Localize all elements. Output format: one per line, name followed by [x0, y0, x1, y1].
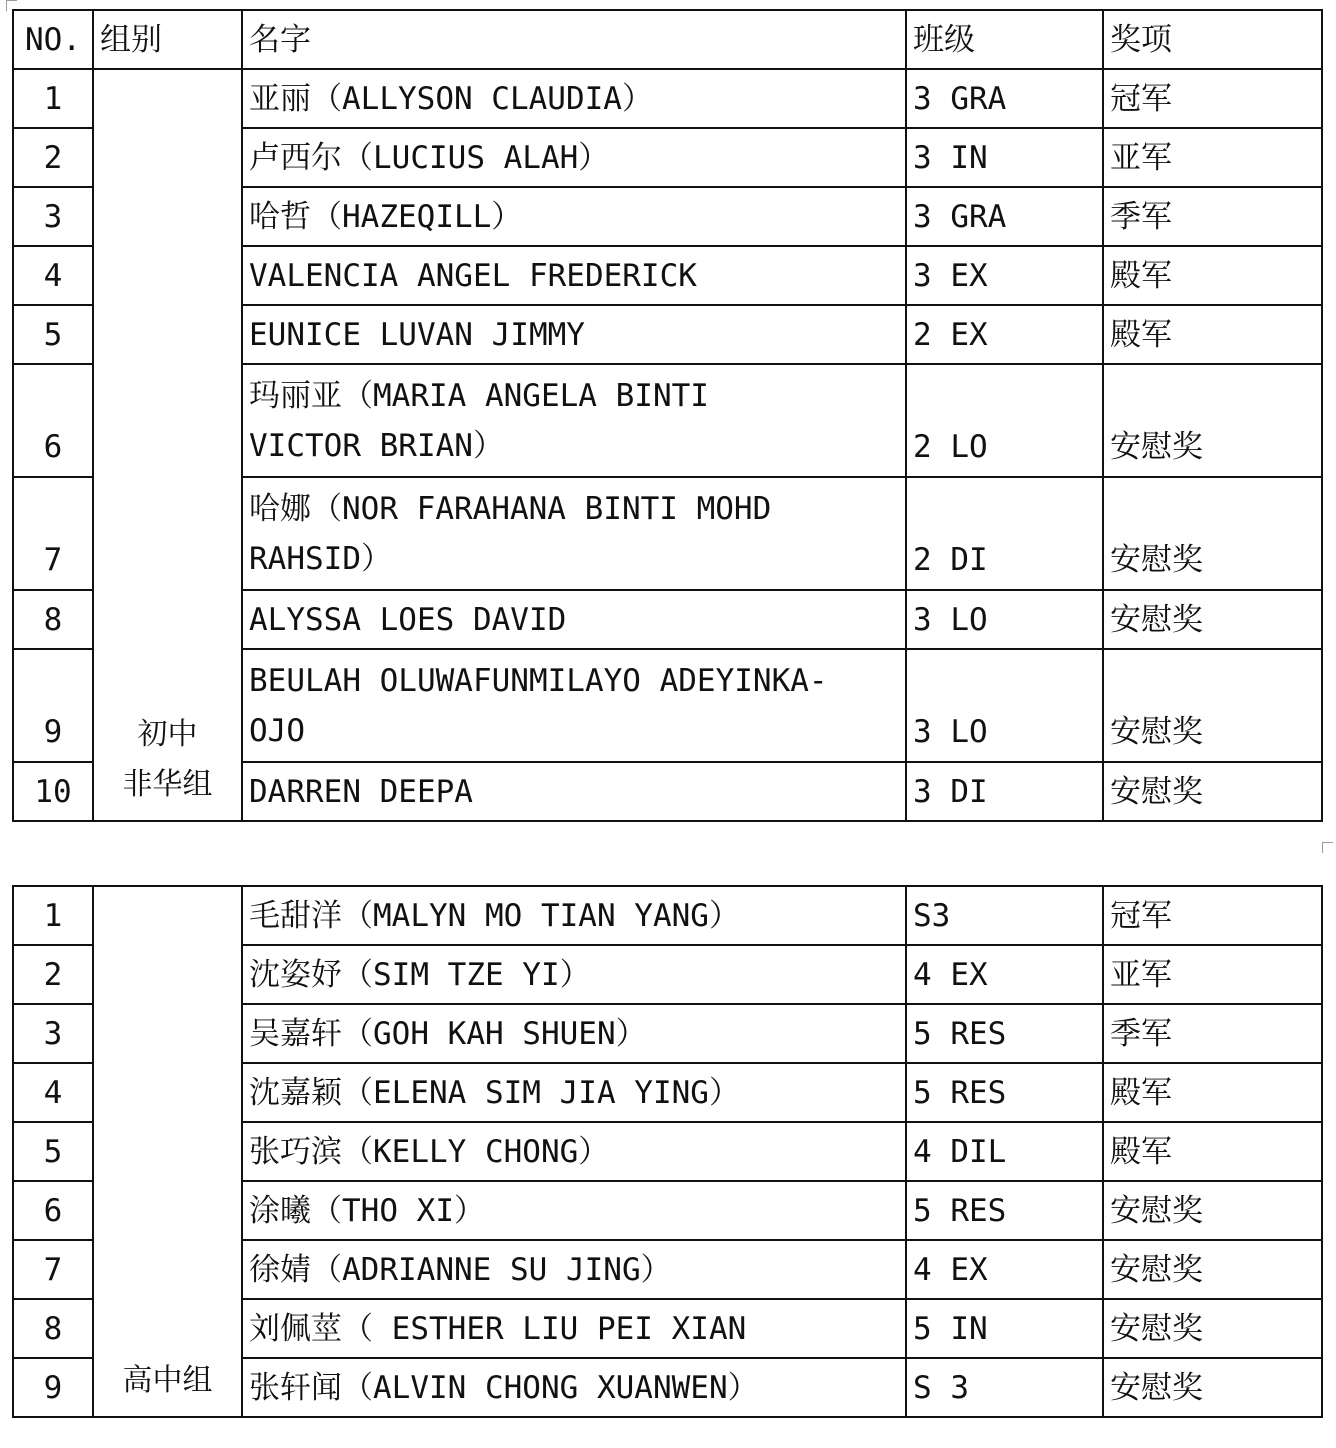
row-number: 7 [13, 1240, 93, 1299]
row-number: 4 [13, 1063, 93, 1122]
header-row [13, 10, 1322, 69]
class-code: 3 DI [906, 762, 1103, 821]
row-number: 4 [13, 246, 93, 305]
row-number: 3 [13, 187, 93, 246]
student-name: 毛甜洋（MALYN MO TIAN YANG） [242, 886, 906, 945]
student-name-line1: BEULAH OLUWAFUNMILAYO ADEYINKA- [249, 662, 828, 699]
row-number: 8 [13, 1299, 93, 1358]
class-code: 3 GRA [906, 187, 1103, 246]
award: 安慰奖 [1103, 1299, 1322, 1358]
junior-non-chinese-results-table [12, 9, 1323, 822]
award: 殿军 [1103, 305, 1322, 364]
class-code: 3 LO [906, 590, 1103, 649]
row-number: 7 [13, 477, 93, 590]
student-name: 卢西尔（LUCIUS ALAH） [242, 128, 906, 187]
group-label-line1: 初中 [137, 717, 198, 752]
class-code: 4 EX [906, 945, 1103, 1004]
class-code: 3 GRA [906, 69, 1103, 128]
student-name-line2: OJO [249, 712, 305, 749]
class-code: 4 EX [906, 1240, 1103, 1299]
award: 殿军 [1103, 1122, 1322, 1181]
award: 安慰奖 [1103, 477, 1322, 590]
row-number: 8 [13, 590, 93, 649]
row-number: 5 [13, 1122, 93, 1181]
award: 冠军 [1103, 69, 1322, 128]
senior-results-table [12, 885, 1323, 1418]
class-code: 2 DI [906, 477, 1103, 590]
class-code: 3 LO [906, 649, 1103, 762]
award: 安慰奖 [1103, 1240, 1322, 1299]
award: 亚军 [1103, 945, 1322, 1004]
student-name: DARREN DEEPA [242, 762, 906, 821]
award: 亚军 [1103, 128, 1322, 187]
student-name: 张巧滨（KELLY CHONG） [242, 1122, 906, 1181]
class-code: 5 RES [906, 1063, 1103, 1122]
header-group: 组别 [93, 10, 242, 69]
class-code: 3 IN [906, 128, 1103, 187]
header-award: 奖项 [1103, 10, 1322, 69]
student-name-line2: VICTOR BRIAN） [249, 427, 504, 464]
row-number: 9 [13, 1358, 93, 1417]
class-code: S 3 [906, 1358, 1103, 1417]
student-name: EUNICE LUVAN JIMMY [242, 305, 906, 364]
row-number: 3 [13, 1004, 93, 1063]
row-number: 1 [13, 886, 93, 945]
award: 冠军 [1103, 886, 1322, 945]
group-label: 高中组 [122, 1363, 213, 1398]
award: 季军 [1103, 187, 1322, 246]
award: 安慰奖 [1103, 649, 1322, 762]
award: 殿军 [1103, 1063, 1322, 1122]
class-code: S3 [906, 886, 1103, 945]
student-name: 吴嘉轩（GOH KAH SHUEN） [242, 1004, 906, 1063]
header-class: 班级 [906, 10, 1103, 69]
student-name [242, 477, 906, 590]
award: 安慰奖 [1103, 1181, 1322, 1240]
row-number: 2 [13, 128, 93, 187]
table-resize-mark [1322, 842, 1333, 853]
student-name [242, 649, 906, 762]
student-name-line1: 哈娜（NOR FARAHANA BINTI MOHD [249, 490, 772, 527]
class-code: 2 EX [906, 305, 1103, 364]
group-label-line2: 非华组 [122, 767, 213, 802]
row-number: 9 [13, 649, 93, 762]
student-name-line1: 玛丽亚（MARIA ANGELA BINTI [249, 377, 709, 414]
student-name: 沈嘉颖（ELENA SIM JIA YING） [242, 1063, 906, 1122]
student-name: 亚丽（ALLYSON CLAUDIA） [242, 69, 906, 128]
student-name: ALYSSA LOES DAVID [242, 590, 906, 649]
table-row [13, 886, 1322, 945]
row-number: 2 [13, 945, 93, 1004]
student-name: 哈哲（HAZEQILL） [242, 187, 906, 246]
award: 殿军 [1103, 246, 1322, 305]
class-code: 2 LO [906, 364, 1103, 477]
class-code: 5 IN [906, 1299, 1103, 1358]
award: 安慰奖 [1103, 590, 1322, 649]
row-number: 10 [13, 762, 93, 821]
group-cell [93, 69, 242, 821]
award: 安慰奖 [1103, 364, 1322, 477]
award: 安慰奖 [1103, 1358, 1322, 1417]
header-name: 名字 [242, 10, 906, 69]
class-code: 5 RES [906, 1181, 1103, 1240]
class-code: 4 DIL [906, 1122, 1103, 1181]
award: 季军 [1103, 1004, 1322, 1063]
row-number: 5 [13, 305, 93, 364]
student-name: 徐婧（ADRIANNE SU JING） [242, 1240, 906, 1299]
table-row [13, 69, 1322, 128]
row-number: 6 [13, 1181, 93, 1240]
award: 安慰奖 [1103, 762, 1322, 821]
class-code: 3 EX [906, 246, 1103, 305]
student-name-line2: RAHSID） [249, 540, 392, 577]
header-no: NO. [13, 10, 93, 69]
row-number: 6 [13, 364, 93, 477]
student-name: VALENCIA ANGEL FREDERICK [242, 246, 906, 305]
student-name: 沈姿妤（SIM TZE YI） [242, 945, 906, 1004]
student-name: 张轩闻（ALVIN CHONG XUANWEN） [242, 1358, 906, 1417]
row-number: 1 [13, 69, 93, 128]
class-code: 5 RES [906, 1004, 1103, 1063]
group-cell [93, 886, 242, 1417]
student-name: 刘佩莖（ ESTHER LIU PEI XIAN [242, 1299, 906, 1358]
student-name: 涂曦（THO XI） [242, 1181, 906, 1240]
student-name [242, 364, 906, 477]
